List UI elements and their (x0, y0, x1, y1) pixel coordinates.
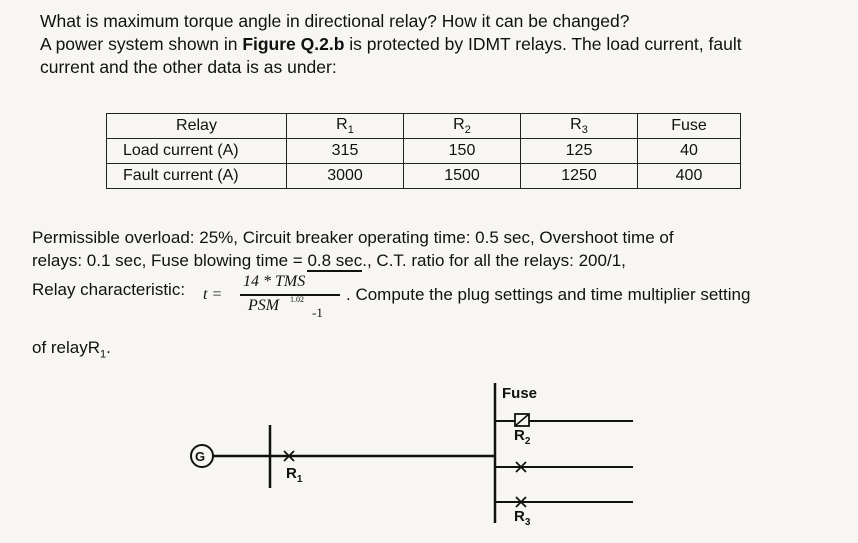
table-cell: 150 (404, 139, 521, 164)
table-cell: 40 (638, 139, 741, 164)
header-r2: $R_2$ (404, 114, 521, 139)
header-r1: $R_1$ (287, 114, 404, 139)
table-cell: 1500 (404, 164, 521, 189)
header-fuse: Fuse (638, 114, 741, 139)
header-relay: Relay (107, 114, 287, 139)
r3-label: $R_3$ (514, 508, 531, 528)
params-line-2: relays: 0.1 sec, Fuse blowing time = 0.8 sec., C.T. ratio for all the relays: 200/1, (32, 251, 626, 270)
params-line-4: of relayR$_1$. (32, 338, 111, 361)
table-cell: 1250 (521, 164, 638, 189)
question-line-1: What is maximum torque angle in directional relay? How it can be changed? (40, 11, 630, 31)
formula-numerator: 14 * TMS (243, 273, 306, 290)
row-label: Load current (A) (107, 139, 287, 164)
fuse-time-value: 0.8 sec (307, 251, 363, 270)
compute-instruction: . Compute the plug settings and time multiplier setting (346, 285, 751, 304)
row-label: Fault current (A) (107, 164, 287, 189)
question-text: is protected by IDMT relays. The load current, fault (344, 34, 742, 54)
header-r3: $R_3$ (521, 114, 638, 139)
r1-label: $R_1$ (286, 465, 303, 485)
formula-minus-one: -1 (312, 305, 323, 320)
table-cell: 125 (521, 139, 638, 164)
formula-lhs: t = (203, 286, 223, 303)
table-cell: 315 (287, 139, 404, 164)
question-text: A power system shown in (40, 34, 243, 54)
r2-label: $R_2$ (514, 427, 531, 447)
fuse-icon (515, 414, 529, 426)
generator-label: G (195, 449, 206, 464)
table-cell: 400 (638, 164, 741, 189)
relay-characteristic-label: Relay characteristic: (32, 280, 186, 299)
formula-exponent: 1.02 (290, 295, 304, 304)
params-line-1: Permissible overload: 25%, Circuit breaker operating time: 0.5 sec, Overshoot time of (32, 228, 674, 247)
table-cell: 3000 (287, 164, 404, 189)
question-line-3: current and the other data is as under: (40, 57, 337, 77)
figure-reference: Figure Q.2.b (242, 34, 345, 54)
formula-denominator: PSM (248, 297, 280, 314)
fuse-label: Fuse (502, 385, 538, 402)
